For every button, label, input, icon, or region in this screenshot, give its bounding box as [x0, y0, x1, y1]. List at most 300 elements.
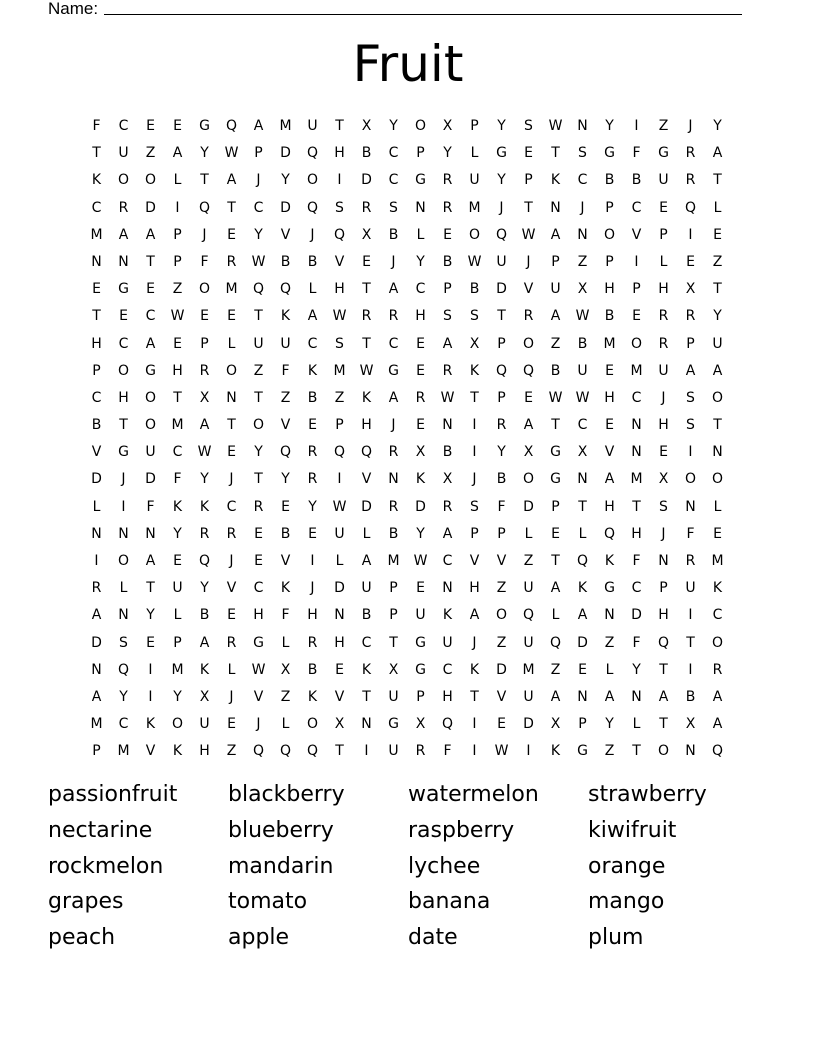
grid-letter: O — [657, 743, 670, 760]
word-bank-item: blackberry — [228, 782, 345, 807]
grid-letter: N — [550, 199, 561, 216]
grid-letter: P — [686, 335, 695, 352]
grid-letter: O — [144, 417, 157, 434]
grid-letter: V — [91, 444, 102, 461]
grid-letter: X — [442, 118, 453, 134]
grid-letter: J — [229, 471, 234, 488]
grid-letter: C — [91, 389, 102, 406]
grid-letter: Q — [576, 553, 589, 569]
grid-letter: K — [361, 661, 372, 678]
grid-letter: T — [632, 743, 641, 760]
grid-letter: Y — [281, 172, 290, 189]
grid-letter: E — [227, 607, 236, 624]
grid-letter: W — [332, 308, 347, 325]
grid-letter: A — [712, 688, 723, 705]
grid-letter: Y — [416, 525, 425, 542]
grid-letter: E — [146, 281, 155, 298]
grid-letter: E — [578, 661, 587, 678]
grid-letter: G — [388, 362, 399, 379]
grid-letter: N — [118, 253, 129, 270]
grid-letter: H — [469, 580, 480, 597]
grid-letter: E — [632, 308, 641, 325]
grid-letter: B — [577, 335, 588, 352]
grid-letter: L — [281, 716, 290, 733]
word-bank-item: lychee — [408, 853, 481, 879]
grid-letter: K — [280, 580, 291, 597]
grid-letter: Y — [254, 444, 263, 461]
word-bank-item: raspberry — [408, 817, 515, 843]
grid-letter: Z — [496, 580, 507, 597]
grid-letter: D — [523, 716, 534, 733]
grid-letter: G — [253, 634, 264, 651]
grid-letter: E — [524, 145, 533, 162]
word-bank-item: watermelon — [408, 782, 539, 807]
grid-letter: R — [253, 498, 264, 515]
grid-letter: F — [146, 498, 155, 515]
grid-letter: R — [307, 471, 318, 488]
grid-letter: B — [442, 253, 453, 270]
grid-letter: G — [550, 471, 561, 488]
grid-letter: I — [121, 498, 126, 515]
grid-letter: M — [468, 199, 481, 216]
grid-letter: W — [251, 253, 266, 270]
grid-letter: T — [686, 634, 695, 651]
grid-letter: L — [227, 335, 236, 352]
grid-letter: C — [388, 145, 399, 162]
grid-letter: I — [688, 226, 693, 243]
grid-letter: P — [632, 281, 641, 298]
grid-letter: A — [577, 607, 588, 624]
grid-letter: Z — [172, 281, 183, 298]
grid-letter: S — [659, 498, 668, 515]
grid-letter: E — [659, 199, 668, 216]
grid-letter: O — [198, 281, 211, 298]
grid-letter: U — [361, 580, 372, 597]
grid-letter: L — [173, 607, 182, 624]
grid-letter: A — [550, 308, 561, 325]
grid-letter: A — [388, 389, 399, 406]
grid-letter: Y — [632, 661, 641, 678]
grid-letter: Y — [281, 471, 290, 488]
grid-letter: S — [470, 308, 479, 325]
grid-letter: I — [472, 444, 477, 461]
grid-letter: W — [224, 145, 239, 162]
word-bank-item: plum — [588, 925, 644, 951]
grid-letter: A — [712, 145, 723, 162]
grid-letter: C — [388, 172, 399, 189]
grid-letter: I — [337, 172, 342, 189]
grid-letter: R — [226, 253, 237, 270]
grid-letter: V — [334, 253, 345, 270]
grid-letter: G — [415, 661, 426, 678]
grid-letter: N — [631, 688, 642, 705]
grid-letter: O — [414, 118, 427, 134]
grid-letter: Z — [550, 335, 561, 352]
grid-letter: L — [713, 199, 722, 216]
grid-letter: T — [335, 743, 344, 760]
name-field-line[interactable] — [104, 14, 742, 15]
grid-letter: X — [577, 281, 588, 298]
grid-letter: H — [658, 607, 669, 624]
grid-letter: Z — [604, 743, 615, 760]
grid-letter: T — [713, 281, 722, 298]
grid-letter: E — [227, 226, 236, 243]
grid-letter: P — [470, 118, 479, 134]
grid-letter: E — [254, 525, 263, 542]
grid-letter: O — [711, 471, 724, 488]
grid-letter: U — [172, 580, 183, 597]
grid-letter: S — [470, 498, 479, 515]
grid-letter: T — [524, 199, 533, 216]
word-bank-item: rockmelon — [48, 853, 164, 879]
grid-letter: U — [523, 580, 534, 597]
grid-letter: U — [577, 362, 588, 379]
grid-letter: L — [632, 716, 641, 733]
grid-letter: X — [469, 335, 480, 352]
grid-letter: R — [685, 553, 696, 569]
grid-letter: W — [413, 553, 428, 569]
grid-letter: H — [334, 281, 345, 298]
grid-letter: O — [711, 634, 724, 651]
grid-letter: N — [91, 661, 102, 678]
grid-letter: E — [497, 716, 506, 733]
grid-letter: R — [712, 661, 723, 678]
grid-letter: U — [199, 716, 210, 733]
grid-letter: T — [362, 688, 371, 705]
grid-letter: P — [551, 253, 560, 270]
grid-letter: K — [469, 362, 480, 379]
grid-letter: D — [91, 634, 102, 651]
grid-letter: B — [361, 145, 372, 162]
grid-letter: J — [310, 580, 315, 597]
grid-letter: N — [712, 444, 723, 461]
grid-letter: N — [118, 525, 129, 542]
grid-letter: I — [472, 743, 477, 760]
grid-letter: R — [226, 525, 237, 542]
grid-letter: X — [442, 471, 453, 488]
grid-letter: Z — [604, 634, 615, 651]
grid-letter: J — [688, 118, 693, 134]
grid-letter: Q — [603, 525, 616, 542]
grid-letter: A — [91, 607, 102, 624]
grid-letter: N — [118, 607, 129, 624]
grid-letter: E — [335, 661, 344, 678]
grid-letter: F — [92, 118, 101, 134]
grid-letter: A — [604, 471, 615, 488]
grid-letter: L — [335, 553, 344, 569]
grid-letter: O — [225, 362, 238, 379]
grid-letter: B — [442, 444, 453, 461]
grid-letter: M — [333, 362, 346, 379]
grid-letter: T — [254, 308, 263, 325]
grid-letter: R — [226, 634, 237, 651]
grid-letter: Y — [605, 118, 614, 134]
grid-letter: K — [577, 580, 588, 597]
grid-letter: M — [90, 716, 103, 733]
grid-letter: H — [631, 525, 642, 542]
grid-letter: C — [442, 661, 453, 678]
grid-letter: U — [253, 335, 264, 352]
grid-letter: G — [118, 444, 129, 461]
grid-letter: L — [659, 253, 668, 270]
grid-letter: A — [145, 553, 156, 569]
grid-letter: N — [577, 118, 588, 134]
grid-letter: K — [442, 607, 453, 624]
grid-letter: E — [551, 525, 560, 542]
grid-letter: R — [361, 308, 372, 325]
grid-letter: L — [713, 498, 722, 515]
grid-letter: O — [117, 553, 130, 569]
grid-letter: U — [658, 362, 669, 379]
grid-letter: O — [117, 172, 130, 189]
grid-letter: Z — [496, 634, 507, 651]
grid-letter: E — [686, 253, 695, 270]
grid-letter: C — [361, 634, 372, 651]
grid-letter: S — [389, 199, 398, 216]
grid-letter: Y — [254, 226, 263, 243]
grid-letter: X — [685, 716, 696, 733]
grid-letter: E — [416, 417, 425, 434]
word-bank-item: mandarin — [228, 853, 334, 879]
grid-letter: S — [119, 634, 128, 651]
grid-letter: R — [307, 444, 318, 461]
grid-letter: T — [470, 389, 479, 406]
grid-letter: G — [388, 716, 399, 733]
grid-letter: B — [307, 661, 318, 678]
grid-letter: B — [361, 607, 372, 624]
grid-letter: H — [91, 335, 102, 352]
grid-letter: V — [226, 580, 237, 597]
grid-letter: Y — [308, 498, 317, 515]
grid-letter: R — [685, 308, 696, 325]
grid-letter: Q — [441, 716, 454, 733]
grid-letter: D — [91, 471, 102, 488]
grid-letter: T — [200, 172, 209, 189]
grid-letter: P — [659, 226, 668, 243]
grid-letter: H — [199, 743, 210, 760]
grid-letter: C — [253, 199, 264, 216]
grid-letter: G — [604, 145, 615, 162]
grid-letter: T — [470, 688, 479, 705]
grid-letter: A — [118, 226, 129, 243]
word-bank-item: mango — [588, 889, 665, 915]
grid-letter: V — [280, 553, 291, 569]
grid-letter: Q — [333, 444, 346, 461]
grid-letter: B — [631, 172, 642, 189]
grid-letter: X — [280, 661, 291, 678]
grid-letter: A — [172, 145, 183, 162]
grid-letter: B — [280, 253, 291, 270]
grid-letter: A — [307, 308, 318, 325]
grid-letter: R — [658, 335, 669, 352]
grid-letter: O — [252, 417, 265, 434]
grid-letter: X — [199, 688, 210, 705]
grid-letter: Z — [334, 389, 345, 406]
grid-letter: P — [416, 145, 425, 162]
grid-letter: J — [202, 226, 207, 243]
grid-letter: R — [415, 389, 426, 406]
grid-letter: H — [415, 308, 426, 325]
grid-letter: X — [685, 281, 696, 298]
grid-letter: K — [415, 471, 426, 488]
grid-letter: Z — [280, 389, 291, 406]
grid-letter: N — [658, 553, 669, 569]
grid-letter: N — [442, 417, 453, 434]
grid-letter: Q — [198, 199, 211, 216]
grid-letter: B — [550, 362, 561, 379]
grid-letter: Q — [684, 199, 697, 216]
grid-letter: A — [712, 362, 723, 379]
grid-letter: H — [604, 498, 615, 515]
grid-letter: W — [332, 498, 347, 515]
grid-letter: C — [631, 580, 642, 597]
grid-letter: A — [604, 688, 615, 705]
grid-letter: A — [199, 634, 210, 651]
grid-letter: J — [472, 634, 477, 651]
grid-letter: V — [145, 743, 156, 760]
grid-letter: G — [604, 580, 615, 597]
grid-letter: T — [227, 417, 236, 434]
grid-letter: Z — [280, 688, 291, 705]
grid-letter: C — [307, 335, 318, 352]
grid-letter: C — [577, 417, 588, 434]
grid-letter: X — [199, 389, 210, 406]
grid-letter: J — [499, 199, 504, 216]
grid-letter: P — [605, 253, 614, 270]
grid-letter: A — [550, 580, 561, 597]
grid-letter: P — [470, 525, 479, 542]
grid-letter: B — [199, 607, 210, 624]
grid-letter: X — [388, 661, 399, 678]
grid-letter: G — [577, 743, 588, 760]
grid-letter: I — [634, 118, 639, 134]
grid-letter: J — [391, 253, 396, 270]
word-bank — [48, 778, 768, 957]
grid-letter: C — [145, 308, 156, 325]
grid-letter: A — [253, 118, 264, 134]
grid-letter: K — [469, 661, 480, 678]
grid-letter: E — [605, 362, 614, 379]
grid-letter: W — [548, 389, 563, 406]
grid-letter: O — [522, 471, 535, 488]
grid-letter: J — [661, 389, 666, 406]
grid-letter: U — [307, 118, 318, 134]
grid-letter: W — [494, 743, 509, 760]
grid-letter: Q — [549, 634, 562, 651]
grid-letter: Y — [389, 118, 398, 134]
grid-letter: N — [631, 444, 642, 461]
grid-letter: V — [496, 553, 507, 569]
grid-letter: E — [308, 417, 317, 434]
grid-letter: R — [685, 172, 696, 189]
grid-letter: E — [713, 525, 722, 542]
grid-letter: P — [254, 145, 263, 162]
grid-letter: D — [334, 580, 345, 597]
grid-letter: G — [415, 172, 426, 189]
grid-letter: O — [603, 226, 616, 243]
grid-letter: F — [686, 525, 695, 542]
grid-letter: K — [172, 743, 183, 760]
grid-letter: Q — [225, 118, 238, 134]
grid-letter: H — [334, 634, 345, 651]
grid-letter: E — [524, 389, 533, 406]
grid-letter: C — [253, 580, 264, 597]
grid-letter: I — [526, 743, 531, 760]
grid-letter: L — [470, 145, 479, 162]
grid-letter: Q — [252, 281, 265, 298]
grid-letter: X — [550, 716, 561, 733]
grid-letter: R — [523, 308, 534, 325]
grid-letter: E — [146, 118, 155, 134]
grid-letter: R — [388, 444, 399, 461]
grid-letter: D — [415, 498, 426, 515]
grid-letter: B — [469, 281, 480, 298]
grid-letter: I — [688, 444, 693, 461]
grid-letter: O — [630, 335, 643, 352]
grid-letter: K — [550, 743, 561, 760]
grid-letter: P — [200, 335, 209, 352]
grid-letter: I — [148, 688, 153, 705]
grid-letter: Q — [522, 362, 535, 379]
grid-letter: G — [496, 145, 507, 162]
grid-letter: P — [389, 607, 398, 624]
grid-letter: L — [173, 172, 182, 189]
grid-letter: W — [440, 389, 455, 406]
grid-letter: E — [173, 335, 182, 352]
grid-letter: K — [604, 553, 615, 569]
grid-letter: Z — [226, 743, 237, 760]
word-bank-item: banana — [408, 889, 491, 915]
grid-letter: V — [631, 226, 642, 243]
grid-letter: P — [173, 634, 182, 651]
grid-letter: M — [90, 226, 103, 243]
grid-letter: P — [416, 688, 425, 705]
grid-letter: I — [634, 253, 639, 270]
grid-letter: X — [334, 716, 345, 733]
grid-letter: Z — [523, 553, 534, 569]
grid-letter: N — [91, 253, 102, 270]
grid-letter: Y — [497, 118, 506, 134]
grid-letter: B — [685, 688, 696, 705]
grid-letter: S — [443, 308, 452, 325]
grid-letter: C — [118, 118, 129, 134]
grid-letter: O — [468, 226, 481, 243]
grid-letter: U — [145, 444, 156, 461]
grid-letter: B — [604, 308, 615, 325]
grid-letter: T — [146, 253, 155, 270]
grid-letter: T — [659, 661, 668, 678]
grid-letter: D — [145, 199, 156, 216]
grid-letter: S — [335, 199, 344, 216]
grid-letter: A — [469, 607, 480, 624]
grid-letter: Q — [306, 199, 319, 216]
grid-letter: U — [415, 607, 426, 624]
grid-letter: J — [472, 471, 477, 488]
grid-letter: S — [335, 335, 344, 352]
grid-letter: E — [227, 716, 236, 733]
grid-letter: I — [94, 553, 99, 569]
grid-letter: D — [280, 199, 291, 216]
grid-letter: U — [442, 634, 453, 651]
grid-letter: X — [523, 444, 534, 461]
grid-letter: Y — [713, 118, 722, 134]
grid-letter: H — [361, 417, 372, 434]
grid-letter: Q — [657, 634, 670, 651]
grid-letter: R — [442, 172, 453, 189]
grid-letter: E — [362, 253, 371, 270]
grid-letter: R — [442, 199, 453, 216]
grid-letter: R — [199, 525, 210, 542]
